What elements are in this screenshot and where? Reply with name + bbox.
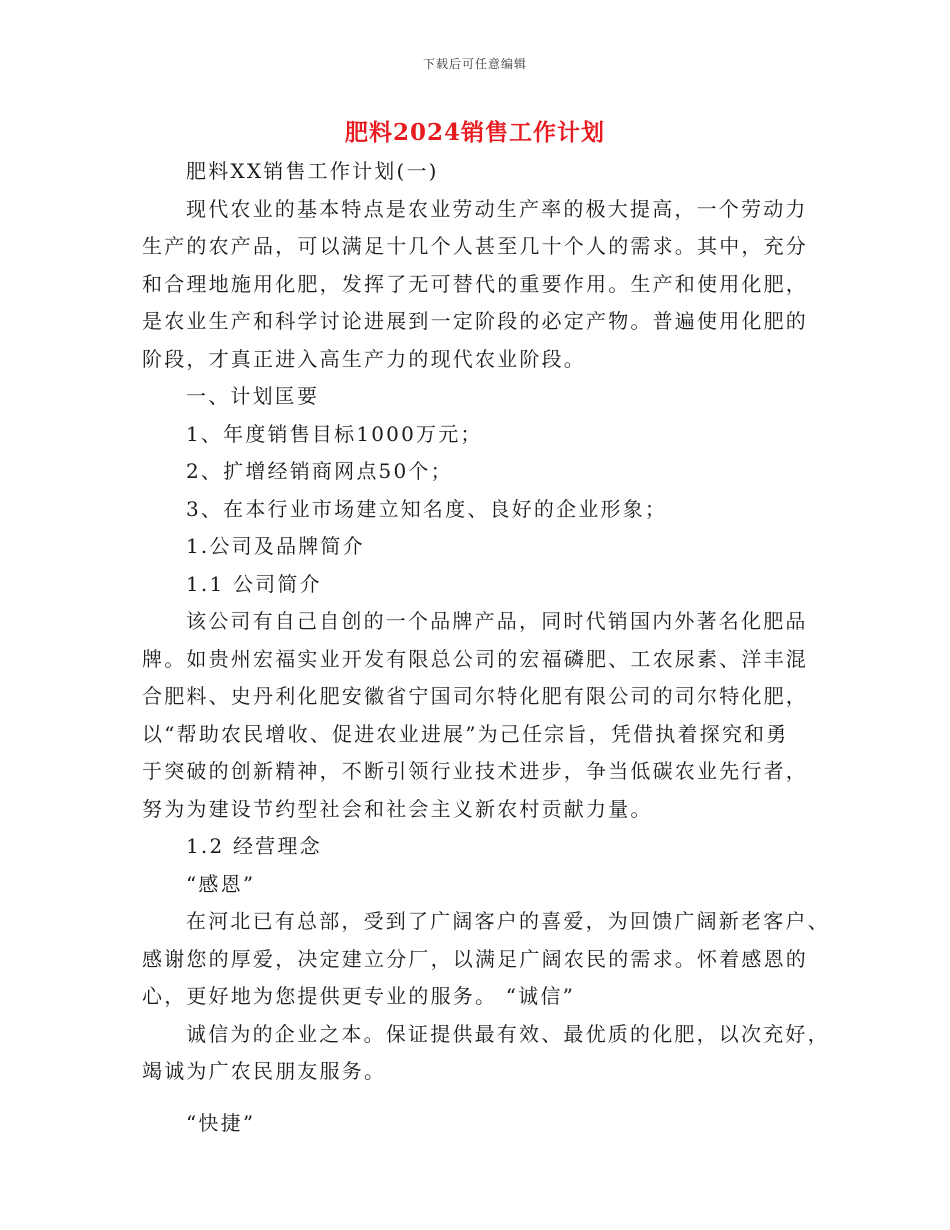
paragraph-line: 努为为建设节约型社会和社会主义新农村贡献力量。 <box>142 796 653 821</box>
list-item: 3、在本行业市场建立知名度、良好的企业形象； <box>186 496 668 521</box>
paragraph-line: 心，更好地为您提供更专业的服务。 “诚信” <box>142 984 576 1008</box>
paragraph-line: 牌。如贵州宏福实业开发有限总公司的宏福磷肥、工农尿素、洋丰混 <box>142 646 808 671</box>
list-item: 1、年度销售目标1000万元； <box>186 421 483 446</box>
paragraph-line: 该公司有自己自创的一个品牌产品，同时代销国内外著名化肥品 <box>186 609 808 633</box>
paragraph-line: 诚信为的企业之本。保证提供最有效、最优质的化肥，以次充好， <box>186 1021 830 1046</box>
paragraph-line: 和合理地施用化肥，发挥了无可替代的重要作用。生产和使用化肥， <box>142 271 808 296</box>
paragraph-line: 肥料XX销售工作计划(一) <box>186 159 439 183</box>
paragraph-line: 阶段，才真正进入高生产力的现代农业阶段。 <box>142 346 586 371</box>
section-heading: 一、计划匡要 <box>186 384 320 408</box>
list-item: 2、扩增经销商网点50个； <box>186 459 453 483</box>
header-note: 下载后可任意编辑 <box>422 57 527 71</box>
value-heading: “感恩” <box>186 871 256 896</box>
paragraph-line: 是农业生产和科学讨论进展到一定阶段的必定产物。普遍使用化肥的 <box>142 309 808 333</box>
paragraph-line: 于突破的创新精神，不断引领行业技术进步，争当低碳农业先行者， <box>142 759 808 783</box>
paragraph-line: 以“帮助农民增收、促进农业进展”为己任宗旨，凭借执着探究和勇 <box>142 721 789 746</box>
subsection-heading: 1.1 公司简介 <box>186 571 322 596</box>
paragraph-line: 竭诚为广农民朋友服务。 <box>142 1059 387 1083</box>
paragraph-line: 感谢您的厚爱，决定建立分厂，以满足广阔农民的需求。怀着感恩的 <box>142 946 808 971</box>
subsection-heading: 1.2 经营理念 <box>186 834 322 858</box>
paragraph-line: 现代农业的基本特点是农业劳动生产率的极大提高，一个劳动力 <box>186 196 808 221</box>
section-heading: 1.公司及品牌简介 <box>186 534 365 558</box>
document-body <box>142 153 830 1142</box>
paragraph-line: 生产的农产品，可以满足十几个人甚至几十个人的需求。其中，充分 <box>142 234 808 258</box>
document-title: 肥料2024销售工作计划 <box>344 119 605 146</box>
paragraph-line: 在河北已有总部，受到了广阔客户的喜爱，为回馈广阔新老客户、 <box>186 909 830 933</box>
value-heading: “快捷” <box>186 1110 256 1135</box>
spacer <box>142 1091 814 1105</box>
paragraph-line: 合肥料、史丹利化肥安徽省宁国司尔特化肥有限公司的司尔特化肥， <box>142 684 808 708</box>
